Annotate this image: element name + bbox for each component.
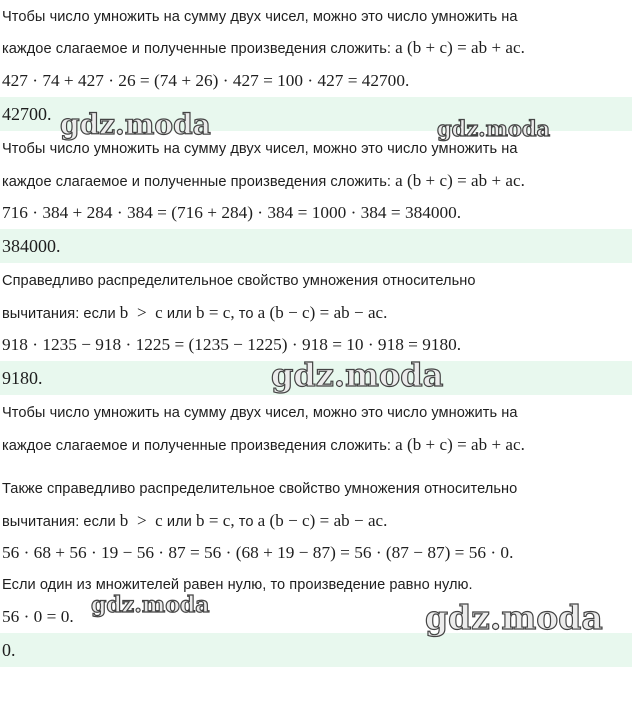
- watermark-logo: [271, 356, 443, 394]
- paragraph-line: [0, 271, 632, 291]
- text: Чтобы число умножить на сумму двух чисел, можно это число умножить на: [2, 9, 518, 25]
- paragraph-line: [0, 38, 632, 59]
- paragraph-line: [0, 171, 632, 192]
- answer: 42700.: [0, 97, 632, 131]
- answer: 9180.: [0, 361, 632, 395]
- watermark-logo: [60, 108, 211, 141]
- paragraph-line: [0, 303, 632, 324]
- text: каждое слагаемое и полученные произведения сложить:: [2, 174, 391, 190]
- formula: b = c,: [195, 303, 235, 322]
- paragraph-line: [0, 139, 632, 159]
- formula: a (b − c) = ab − ac.: [257, 303, 388, 322]
- paragraph-line: [0, 511, 632, 532]
- formula: b > c: [119, 511, 163, 530]
- watermark-text: gdz.moda: [425, 598, 603, 637]
- paragraph-line: [0, 7, 632, 27]
- paragraph-line: [0, 435, 632, 456]
- text: каждое слагаемое и полученные произведения сложить:: [2, 438, 391, 454]
- text: или: [166, 514, 192, 530]
- watermark-text: gdz.moda: [271, 356, 444, 394]
- text: вычитания: если: [2, 514, 116, 530]
- text: то: [238, 306, 254, 322]
- calculation: 716 · 384 + 284 · 384 = (716 + 284) · 384 = 1000 · 384 = 384000.: [2, 203, 462, 222]
- watermark-logo: [437, 116, 550, 141]
- calculation: 56 · 0 = 0.: [2, 607, 74, 626]
- text: вычитания: если: [2, 306, 116, 322]
- formula: a (b + c) = ab + ac.: [395, 171, 525, 190]
- watermark-text: gdz.moda: [91, 592, 210, 618]
- text: Также справедливо распределительное свойство умножения относительно: [2, 481, 518, 497]
- answer: 384000.: [0, 229, 632, 263]
- calculation: 918 · 1235 − 918 · 1225 = (1235 − 1225) · 918 = 10 · 918 = 9180.: [2, 335, 462, 354]
- formula: a (b + c) = ab + ac.: [395, 38, 525, 57]
- text: Чтобы число умножить на сумму двух чисел, можно это число умножить на: [2, 405, 518, 421]
- formula: b = c,: [195, 511, 235, 530]
- answer: 0.: [0, 633, 632, 667]
- calculation: 56 · 68 + 56 · 19 − 56 · 87 = 56 · (68 + 19 − 87) = 56 · (87 − 87) = 56 · 0.: [2, 543, 514, 562]
- formula: a (b + c) = ab + ac.: [395, 435, 525, 454]
- watermark-logo: [425, 598, 603, 637]
- text: то: [238, 514, 254, 530]
- paragraph-line: [0, 403, 632, 423]
- watermark-text: gdz.moda: [60, 108, 211, 141]
- text: или: [166, 306, 192, 322]
- calculation: 427 · 74 + 427 · 26 = (74 + 26) · 427 = 100 · 427 = 42700.: [2, 71, 410, 90]
- text: Справедливо распределительное свойство умножения относительно: [2, 273, 476, 289]
- paragraph-line: [0, 479, 632, 499]
- formula: a (b − c) = ab − ac.: [257, 511, 388, 530]
- watermark-text: gdz.moda: [437, 116, 551, 141]
- text: каждое слагаемое и полученные произведения сложить:: [2, 41, 391, 57]
- formula: b > c: [119, 303, 163, 322]
- text: Если один из множителей равен нулю, то произведение равно нулю.: [2, 577, 473, 593]
- text: Чтобы число умножить на сумму двух чисел, можно это число умножить на: [2, 141, 518, 157]
- watermark-logo: [91, 592, 210, 618]
